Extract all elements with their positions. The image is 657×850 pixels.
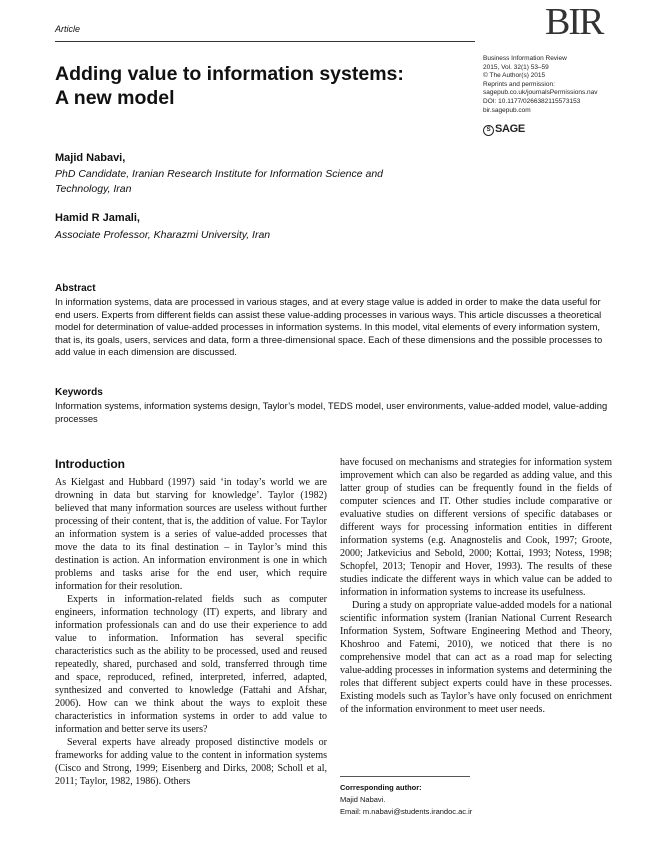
abstract-text: In information systems, data are processed in various stages, and at every stage value is added in order to make the data useful for end users. Experts from different fields can assist these value-adding processes in various ways. This article discusses a theoretical model for determination of value-added processes in information systems. In this model, vital elements of every information system, that is, its goals, users, services and data, form a three-dimensional space. Each of these dimensions and the possible processes to add value in each dimension are discussed.	[55, 296, 603, 358]
body-column-right	[340, 456, 612, 716]
corresponding-author-email[interactable]: Email: m.nabavi@students.irandoc.ac.ir	[340, 807, 473, 816]
footnote-rule	[340, 776, 470, 777]
journal-logo: BIR	[545, 1, 603, 43]
paragraph: Several experts have already proposed distinctive models or frameworks for adding value to the content in information systems (Cisco and Strong, 1999; Eisenberg and Dirks, 2008; Scholl et al, 2011; Taylor, 1982, 1986). Others	[55, 737, 327, 787]
doi-line[interactable]: DOI: 10.1177/0266382115573153	[483, 97, 581, 105]
reprints-link[interactable]: sagepub.co.uk/journalsPermissions.nav	[483, 89, 598, 97]
paragraph: Experts in information-related fields such as computer engineers, information technology (IT) experts, and library and information professionals can and do use their experience to add value to information. Information has several specific characteristics such as the ability to be processed, used and reused repeatedly, shared, purchased and sold, transferred through time and space, reproduced, refined, interpreted, inferred, adapted, synthesized and converted to knowledge (Fattahi and Afshar, 2006). How can we think about the ways to exploit these characteristics in information systems in order to add value to information and better serve its users?	[55, 594, 327, 735]
body-column-left	[55, 476, 327, 788]
article-title	[55, 62, 475, 110]
author-affiliation-1: PhD Candidate, Iranian Research Institute for Information Science and Technology, Iran	[55, 168, 384, 195]
paragraph: During a study on appropriate value-added models for a national scientific information system (Iranian National Current Research Information System, Software Engineering Method and Theory, Khoshroo and Fatemi, 2010), we noticed that there is no comprehensive model that can act as a road map for selecting value-adding processes in information systems and determining the roles that different subject experts could have in these processes. Existing models such as Taylor’s have only focused on enrichment of the information environment to meet user needs.	[340, 600, 612, 715]
sage-logo	[483, 123, 525, 136]
corresponding-author-heading: Corresponding author:	[340, 783, 422, 792]
journal-site-link[interactable]: bir.sagepub.com	[483, 106, 531, 114]
journal-name: Business Information Review	[483, 55, 567, 62]
introduction-heading: Introduction	[55, 457, 125, 471]
keywords-heading: Keywords	[55, 387, 103, 398]
paragraph: As Kielgast and Hubbard (1997) said ‘in today’s world we are drowning in data but starving for knowledge’. Taylor (1982) believed that many information sources are useless without further processing of their content, that is, the addition of value. For Taylor an information system is a series of value-added processes that move the data to its final destination – in Taylor’s mind this destination is action. An information environment is one in which problems and tasks arise for the end user, which require information for their resolution.	[55, 477, 327, 592]
title-line-1: Adding value to information systems:	[55, 63, 404, 85]
abstract-heading: Abstract	[55, 283, 96, 294]
journal-volume: 2015, Vol. 32(1) 53–59	[483, 63, 549, 71]
sage-circle-icon: S	[483, 125, 494, 136]
paragraph: have focused on mechanisms and strategies for information system improvement which can also be regarded as adding value, and this latter group of studies can be frequently found in the fields of computer sciences and IT. Other studies include comparative or evaluative studies on different versions of specific databases or different ways for processing information entities in different information systems (e.g. Anagnostelis and Cook, 1997; Groote, 2000; Jatkevicius and Sebold, 2000; Kottai, 1993; Notess, 1998; Schopfel, 2013; Tenopir and Hover, 1993). The results of these studies indicate the different ways in which value can be added to information in information systems to increase its usefulness.	[340, 457, 612, 598]
author-name-1: Majid Nabavi,	[55, 152, 126, 164]
publisher-name: SAGE	[495, 123, 525, 135]
reprints-label: Reprints and permission:	[483, 80, 555, 88]
title-line-2: A new model	[55, 87, 175, 109]
publication-info	[483, 55, 653, 115]
corresponding-author-name: Majid Nabavi.	[340, 795, 386, 804]
copyright-line: © The Author(s) 2015	[483, 72, 546, 80]
article-type-label: Article	[55, 24, 81, 34]
author-affiliation-2: Associate Professor, Kharazmi University, Iran	[55, 229, 271, 241]
header-rule	[55, 41, 475, 42]
keywords-text: Information systems, information systems design, Taylor’s model, TEDS model, user environments, value-added model, value-adding processes	[55, 400, 608, 424]
author-name-2: Hamid R Jamali,	[55, 212, 140, 224]
